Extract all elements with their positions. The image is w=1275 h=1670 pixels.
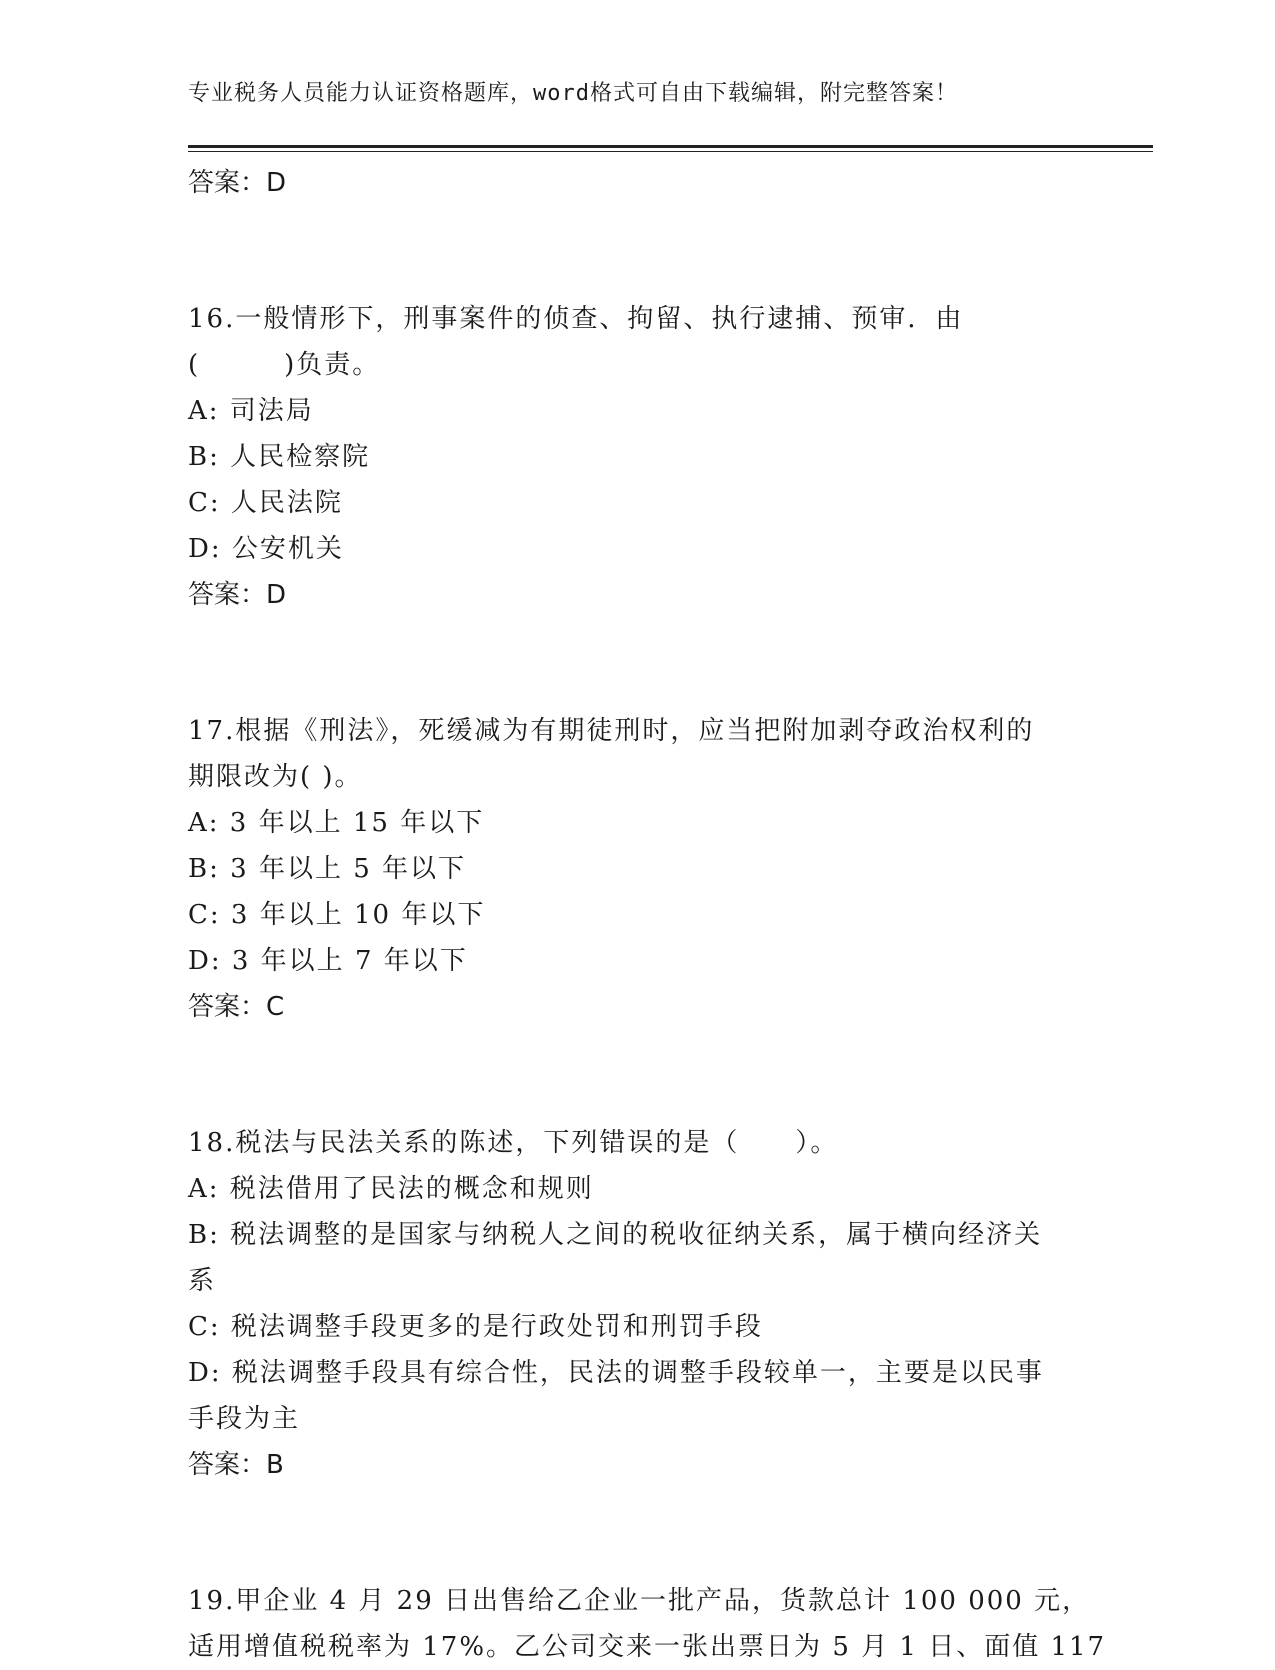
answer-line: 答案：D <box>188 168 287 198</box>
option-b: B: 人民检察院 <box>188 442 371 472</box>
answer-line: 答案：C <box>188 992 285 1022</box>
question-text: 17.根据《刑法》，死缓减为有期徒刑时，应当把附加剥夺政治权利的 <box>188 716 1035 746</box>
question-text: 适用增值税税率为 17%。乙公司交来一张出票日为 5 月 1 日、面值 117 <box>188 1632 1107 1662</box>
option-c: C: 人民法院 <box>188 488 343 518</box>
option-c: C: 税法调整手段更多的是行政处罚和刑罚手段 <box>188 1312 763 1342</box>
header-rule-thick <box>188 145 1153 148</box>
question-19 <box>188 1578 1107 1670</box>
question-text: 16.一般情形下，刑事案件的侦查、拘留、执行逮捕、预审．由 <box>188 304 964 334</box>
option-d: D: 税法调整手段具有综合性，民法的调整手段较单一，主要是以民事 <box>188 1358 1044 1388</box>
answer-line: 答案：D <box>188 580 287 610</box>
option-d: D: 公安机关 <box>188 534 344 564</box>
question-text: 19.甲企业 4 月 29 日出售给乙企业一批产品，货款总计 100 000 元， <box>188 1586 1091 1616</box>
question-text: ( )负责。 <box>188 350 381 380</box>
option-a: A: 司法局 <box>188 396 314 426</box>
spacer <box>188 618 1078 708</box>
question-16 <box>188 296 1078 618</box>
question-text: 期限改为( )。 <box>188 762 363 792</box>
answer-line: 答案：B <box>188 1450 284 1480</box>
question-18 <box>188 1120 1078 1488</box>
option-b: B: 3 年以上 5 年以下 <box>188 854 467 884</box>
header-rule-thin <box>188 151 1153 152</box>
option-b: B: 税法调整的是国家与纳税人之间的税收征纳关系，属于横向经济关 <box>188 1220 1043 1250</box>
option-d-continued: 手段为主 <box>188 1404 301 1434</box>
spacer <box>188 206 1078 296</box>
question-text: 18.税法与民法关系的陈述，下列错误的是（ ）。 <box>188 1128 839 1158</box>
question-17 <box>188 708 1078 1030</box>
option-b-continued: 系 <box>188 1266 217 1296</box>
option-a: A: 税法借用了民法的概念和规则 <box>188 1174 594 1204</box>
option-c: C: 3 年以上 10 年以下 <box>188 900 486 930</box>
option-a: A: 3 年以上 15 年以下 <box>188 808 485 838</box>
spacer <box>188 1488 1078 1578</box>
page-header: 专业税务人员能力认证资格题库，word格式可自由下载编辑，附完整答案！ <box>188 81 958 106</box>
spacer <box>188 1030 1078 1120</box>
option-d: D: 3 年以上 7 年以下 <box>188 946 468 976</box>
question-content <box>188 160 1107 1670</box>
